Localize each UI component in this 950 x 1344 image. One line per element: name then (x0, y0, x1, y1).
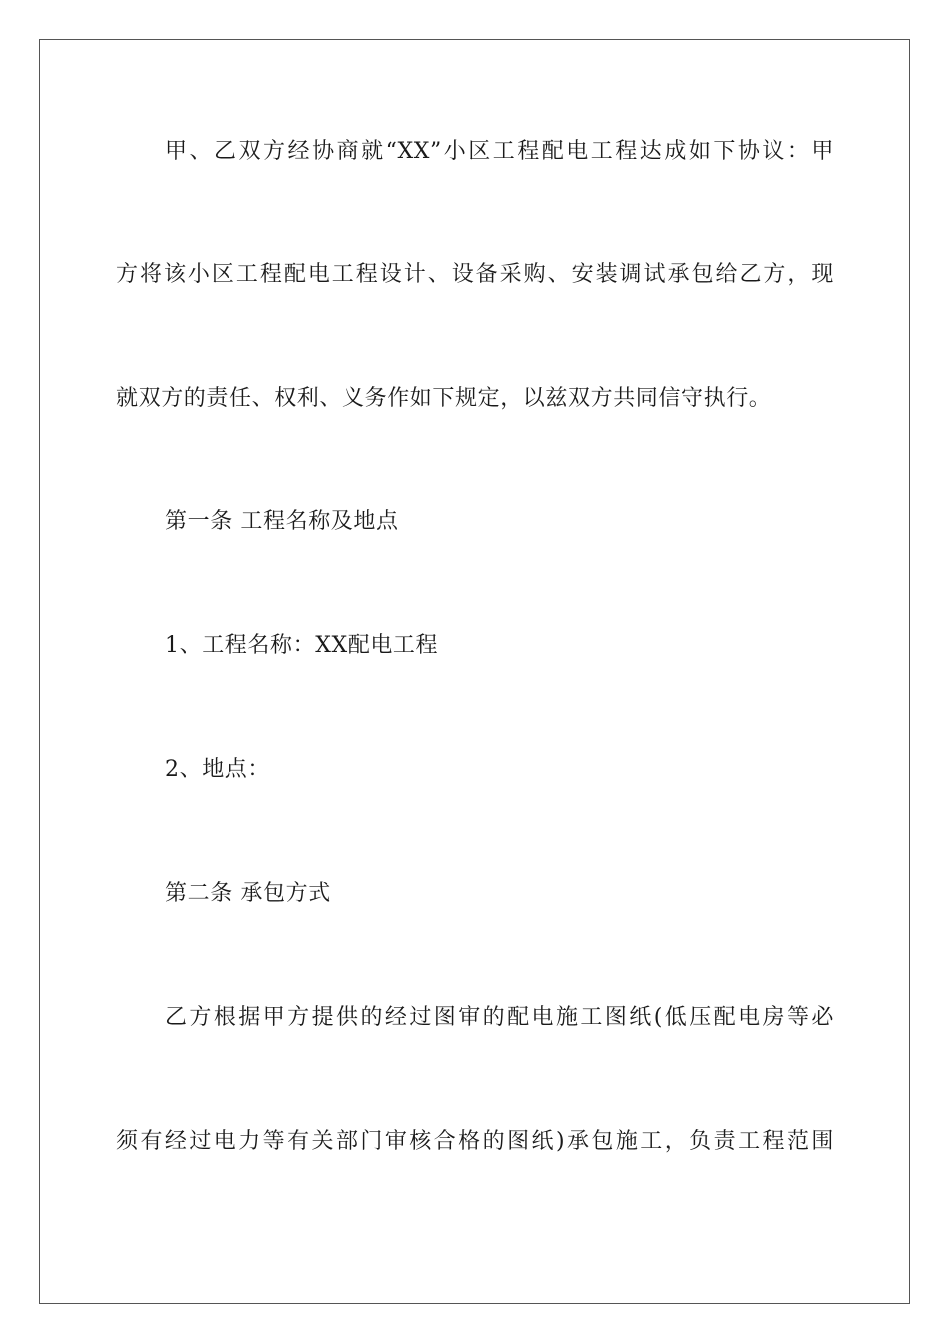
page-frame (39, 39, 910, 1304)
item-project-name: 1、工程名称：XX配电工程 (165, 633, 439, 658)
paragraph-line-4: 乙方根据甲方提供的经过图审的配电施工图纸(低压配电房等必 (165, 1005, 834, 1030)
paragraph-line-3: 就双方的责任、权利、义务作如下规定，以兹双方共同信守执行。 (116, 386, 772, 411)
paragraph-line-5: 须有经过电力等有关部门审核合格的图纸)承包施工，负责工程范围 (116, 1129, 834, 1154)
item-location: 2、地点： (165, 757, 270, 782)
article-2-heading: 第二条 承包方式 (165, 881, 331, 906)
paragraph-line-2: 方将该小区工程配电工程设计、设备采购、安装调试承包给乙方，现 (116, 262, 834, 287)
article-1-heading: 第一条 工程名称及地点 (165, 509, 399, 534)
paragraph-line-1: 甲、乙双方经协商就“XX”小区工程配电工程达成如下协议：甲 (165, 139, 834, 164)
